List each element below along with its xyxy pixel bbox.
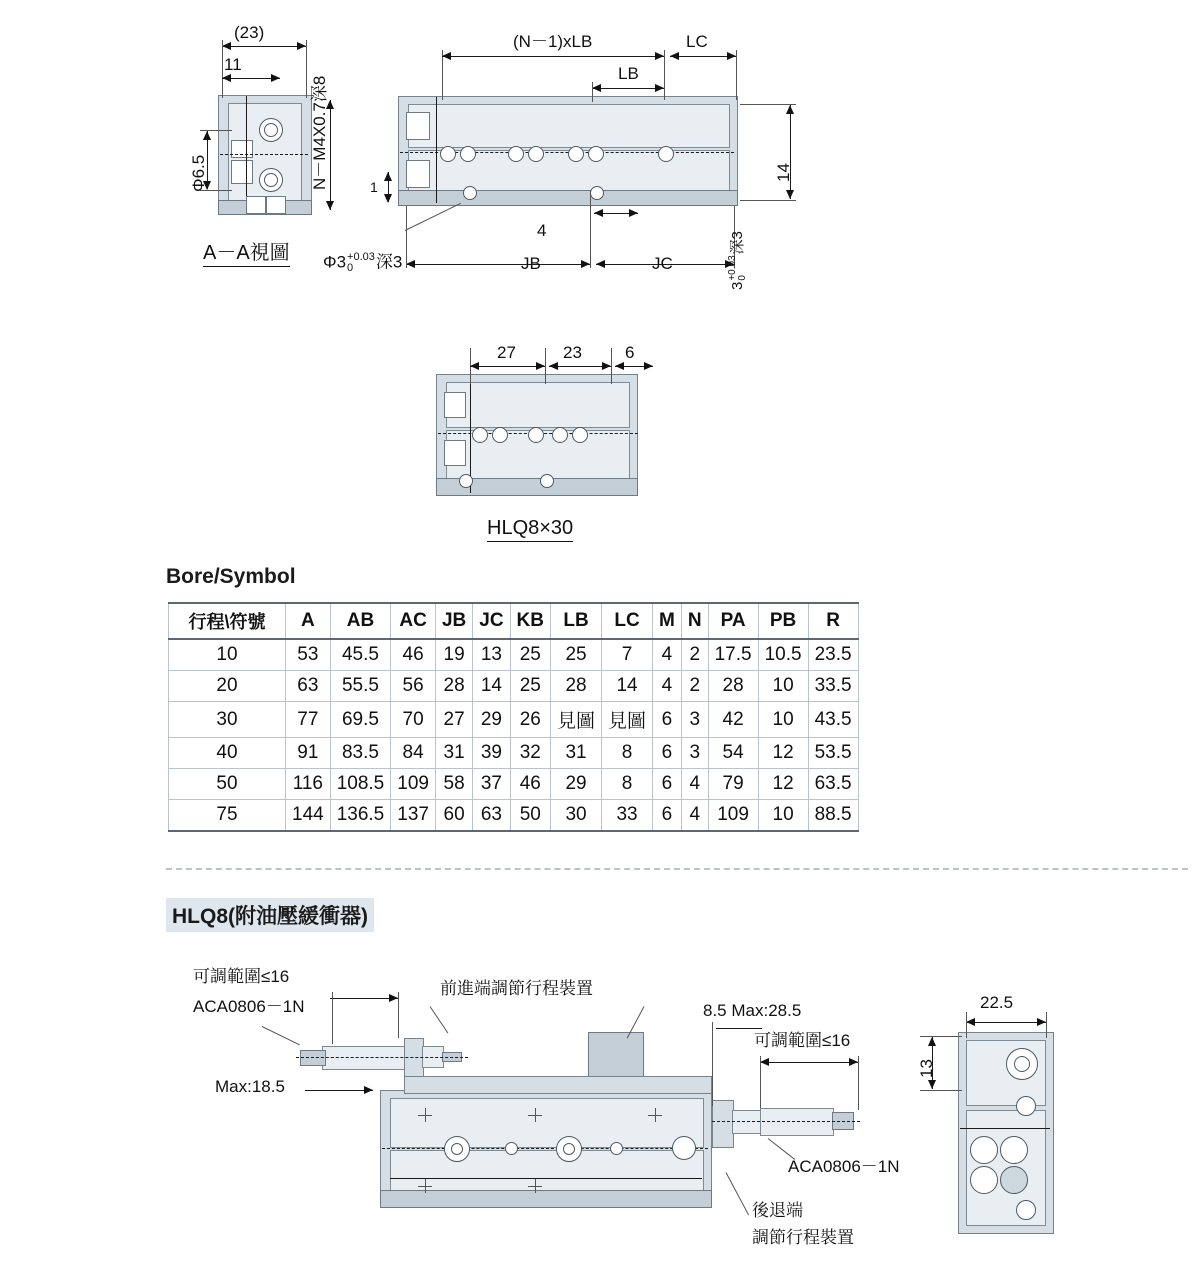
- spec-header-cell: LB: [551, 603, 602, 639]
- spec-header-cell: N: [681, 603, 708, 639]
- aa-lug-1: [246, 196, 266, 214]
- dim225-line: [966, 1022, 1046, 1023]
- dim23-arrow-l: [549, 362, 558, 370]
- dim13-ext-top: [920, 1036, 962, 1037]
- mid-top-plate: [446, 382, 630, 428]
- thread-arrow-d: [326, 201, 334, 210]
- label-jc: JC: [652, 254, 673, 273]
- spec-cell: 19: [435, 639, 472, 671]
- jb-ext-r: [590, 190, 591, 268]
- aa-centerline-h: [220, 154, 308, 155]
- spec-cell: 25: [510, 671, 550, 702]
- dim-23-ext-r: [306, 40, 307, 98]
- label-dim-13: 13: [917, 1059, 936, 1078]
- spec-cell: 25: [510, 639, 550, 671]
- spec-cell: 13: [473, 639, 510, 671]
- adj-left-ext-r: [398, 992, 399, 1038]
- end-view-hole-6: [970, 1166, 998, 1194]
- shock-hole-1-inner: [451, 1143, 463, 1155]
- mid-hole-3: [528, 427, 544, 443]
- spec-header-cell: JC: [473, 603, 510, 639]
- lc-arrow-l: [670, 52, 679, 60]
- spec-cell: 88.5: [808, 800, 858, 832]
- spec-cell: 58: [435, 769, 472, 800]
- spec-cell: 6: [653, 702, 682, 738]
- aa-rail-b: [231, 160, 253, 184]
- spec-cell: 23.5: [808, 639, 858, 671]
- thread-arrow-u: [326, 100, 334, 109]
- mid-hole-4: [552, 427, 568, 443]
- spec-cell: 10: [758, 671, 808, 702]
- mid-hole-1: [472, 427, 488, 443]
- spec-cell: 53.5: [808, 738, 858, 769]
- spec-cell: 46: [510, 769, 550, 800]
- label-dim-225: 22.5: [980, 993, 1014, 1012]
- spec-cell: 91: [286, 738, 331, 769]
- table-row: [169, 738, 859, 769]
- plan-pin-hole: [463, 186, 477, 200]
- dim6-arrow-r: [644, 362, 653, 370]
- dim27-line: [470, 366, 545, 367]
- plan-hole-5: [568, 146, 584, 162]
- dim225-ext-r: [1046, 1012, 1047, 1038]
- shock-hole-5: [505, 1142, 518, 1155]
- left-absorber-axis: [296, 1057, 468, 1058]
- dim225-arrow-l: [966, 1018, 975, 1026]
- lc-ext-r: [736, 50, 737, 100]
- dim-11-arrow-r: [271, 74, 280, 82]
- adj-left-arrow-r: [389, 994, 398, 1002]
- lb-arrow-l: [592, 84, 601, 92]
- caption-hlq8x30: HLQ8×30: [487, 518, 573, 539]
- spec-table-wrap: [168, 602, 859, 832]
- label-jb: JB: [521, 254, 541, 273]
- label-dim-23: 23: [563, 343, 582, 362]
- shock-upper-rail: [404, 1076, 712, 1094]
- jb-arrow-l: [406, 260, 415, 268]
- dim-23-arrow-r: [297, 42, 306, 50]
- jb-arrow-r: [581, 260, 590, 268]
- plan-base: [398, 190, 738, 206]
- spec-cell: 6: [653, 800, 682, 832]
- pin-hole-depth: 深3: [728, 231, 746, 255]
- lb-line: [592, 88, 664, 89]
- table-row: [169, 702, 859, 738]
- spec-header-cell: PB: [758, 603, 808, 639]
- nlb-line: [442, 56, 664, 57]
- dim14-line: [790, 105, 791, 199]
- spec-cell: 8: [602, 738, 653, 769]
- dim-23-line: [222, 46, 306, 47]
- table-row: [169, 800, 859, 832]
- label-rev-device-line2: 調節行程裝置: [752, 1228, 854, 1247]
- plan-hole-7: [658, 146, 674, 162]
- spec-cell: 25: [551, 639, 602, 671]
- spec-header-cell: JB: [435, 603, 472, 639]
- mid-port-1: [444, 392, 466, 418]
- shock-top-plate: [390, 1098, 704, 1148]
- spec-cell: 6: [653, 738, 682, 769]
- adj-left-line: [330, 998, 398, 999]
- spec-cell: 69.5: [330, 702, 391, 738]
- spec-cell: 45.5: [330, 639, 391, 671]
- label-dim-1: 1: [370, 179, 378, 195]
- aa-bore-bottom-inner: [264, 173, 278, 187]
- dim1-arrow-u: [384, 172, 392, 181]
- dim27-arrow-l: [470, 362, 479, 370]
- dim23-arrow-r: [602, 362, 611, 370]
- spec-cell: 70: [391, 702, 436, 738]
- spec-cell: 4: [681, 769, 708, 800]
- spec-cell: 4: [681, 800, 708, 832]
- spec-cell: 7: [602, 639, 653, 671]
- dim-23-ext-l: [222, 40, 223, 98]
- max-left-line: [305, 1090, 373, 1091]
- spec-header-cell: KB: [510, 603, 550, 639]
- spec-cell: 33.5: [808, 671, 858, 702]
- spec-cell: 39: [473, 738, 510, 769]
- shock-line-lower: [390, 1178, 702, 1179]
- mid-pin-1: [459, 474, 473, 488]
- spec-cell: 28: [551, 671, 602, 702]
- counterbore-sub: 0: [347, 262, 354, 274]
- spec-cell: 28: [708, 671, 758, 702]
- dim23-ext-r: [611, 348, 612, 384]
- counterbore-leader: [405, 203, 461, 231]
- spec-cell: 10: [758, 800, 808, 832]
- spec-cell: 40: [169, 738, 286, 769]
- end-view-hole-5: [1000, 1166, 1028, 1194]
- spec-table: [168, 602, 859, 832]
- spec-cell: 8: [602, 769, 653, 800]
- spec-cell: 10.5: [758, 639, 808, 671]
- label-dim-14: 14: [774, 163, 793, 182]
- label-lb: LB: [618, 64, 639, 83]
- counterbore-depth: 深3: [375, 252, 403, 272]
- dim4-arrow-r: [629, 209, 638, 217]
- plan-port-2: [406, 160, 430, 188]
- spec-cell: 77: [286, 702, 331, 738]
- mid-port-2: [444, 440, 466, 466]
- plan-port-1: [406, 112, 430, 140]
- spec-cell: 4: [653, 671, 682, 702]
- label-dim-11: 11: [224, 55, 242, 74]
- dim85-line: [716, 1028, 762, 1029]
- left-absorber-body: [322, 1046, 406, 1070]
- shock-hole-2-inner: [563, 1143, 575, 1155]
- aa-rail-a: [231, 140, 253, 158]
- fwd-device-leader-left: [430, 1006, 449, 1033]
- plan-div-1: [436, 97, 437, 203]
- cross-5-v: [535, 1179, 536, 1193]
- pin-hole-sup: +0.03: [727, 255, 738, 281]
- spec-cell: 136.5: [330, 800, 391, 832]
- spec-cell: 63: [473, 800, 510, 832]
- spec-cell: 20: [169, 671, 286, 702]
- cross-4-v: [425, 1179, 426, 1193]
- label-85-max285: 8.5 Max:28.5: [703, 1001, 802, 1020]
- spec-cell: 54: [708, 738, 758, 769]
- lb-ext-l: [592, 82, 593, 102]
- end-view-split: [960, 1128, 1050, 1129]
- cross-3-v: [655, 1108, 656, 1122]
- section-title-hlq8: HLQ8(附油壓緩衝器): [166, 898, 374, 932]
- spec-cell: 2: [681, 671, 708, 702]
- dim85-ext: [712, 1022, 713, 1106]
- spec-cell: 60: [435, 800, 472, 832]
- dim14-arrow-d: [786, 190, 794, 199]
- label-view-aa: A－A視圖: [203, 243, 290, 264]
- end-view-hole-3: [970, 1136, 998, 1164]
- dim13-ext-bot: [920, 1090, 962, 1091]
- label-adj-range-left: 可調範圍≤16: [193, 967, 290, 986]
- adj-right-arrow-r: [849, 1058, 858, 1066]
- plan-pin-hole-2: [590, 186, 604, 200]
- dim14-ext-bot: [740, 200, 796, 201]
- dia65-ext-bot: [200, 190, 232, 191]
- shock-bottom-plate: [390, 1150, 704, 1192]
- lc-arrow-r: [727, 52, 736, 60]
- dim-23-arrow-l: [222, 42, 231, 50]
- left-absorber-cap: [300, 1050, 326, 1066]
- spec-cell: 4: [653, 639, 682, 671]
- cross-1-v: [425, 1108, 426, 1122]
- jb-ext-l: [406, 206, 407, 268]
- spec-header-cell: R: [808, 603, 858, 639]
- dim14-arrow-u: [786, 105, 794, 114]
- mid-pin-2: [540, 474, 554, 488]
- spec-cell: 33: [602, 800, 653, 832]
- end-view-hole-1-inner: [1014, 1056, 1030, 1072]
- spec-cell: 83.5: [330, 738, 391, 769]
- dim225-arrow-r: [1037, 1018, 1046, 1026]
- shock-centerline: [382, 1148, 708, 1149]
- spec-cell: 3: [681, 702, 708, 738]
- part-right-leader: [768, 1138, 795, 1160]
- end-view-hole-2: [1016, 1096, 1036, 1116]
- spec-cell: 31: [435, 738, 472, 769]
- shock-hole-4: [610, 1142, 623, 1155]
- rev-device-leader: [726, 1172, 749, 1215]
- dim27-arrow-r: [536, 362, 545, 370]
- section-title-bore-symbol: Bore/Symbol: [166, 565, 296, 588]
- spec-cell: 29: [551, 769, 602, 800]
- dim27-ext-r: [545, 348, 546, 384]
- spec-cell: 75: [169, 800, 286, 832]
- label-pin-hole: 3 +0.03 0 深3: [727, 231, 748, 290]
- spec-cell: 見圖: [551, 702, 602, 738]
- dim-11-arrow-l: [222, 74, 231, 82]
- shock-hole-3: [672, 1136, 696, 1160]
- jc-arrow-l: [596, 260, 605, 268]
- label-max-left: Max:18.5: [215, 1077, 285, 1096]
- dim13-arrow-u: [928, 1037, 936, 1046]
- spec-cell: 53: [286, 639, 331, 671]
- spec-cell: 63: [286, 671, 331, 702]
- spec-cell: 50: [169, 769, 286, 800]
- plan-top-plate: [408, 104, 730, 148]
- table-row: [169, 639, 859, 671]
- spec-cell: 50: [510, 800, 550, 832]
- end-view-hole-7: [1016, 1200, 1036, 1220]
- spec-cell: 108.5: [330, 769, 391, 800]
- spec-header-cell: AB: [330, 603, 391, 639]
- dim225-ext-l: [966, 1012, 967, 1038]
- dia65-arrow-d: [203, 181, 211, 190]
- spec-cell: 2: [681, 639, 708, 671]
- label-counterbore: Φ3 +0.03 0 深3: [323, 251, 403, 274]
- plan-hole-6: [588, 146, 604, 162]
- adj-right-ext-r: [858, 1056, 859, 1110]
- right-absorber-body: [760, 1108, 834, 1136]
- right-absorber-nut: [712, 1100, 734, 1148]
- spec-cell: 37: [473, 769, 510, 800]
- lb-arrow-r: [655, 84, 664, 92]
- dim1-arrow-d: [384, 194, 392, 203]
- spec-cell: 14: [602, 671, 653, 702]
- shock-base: [380, 1190, 712, 1208]
- nlb-ext-r: [664, 50, 665, 100]
- jb-line: [406, 264, 590, 265]
- spec-cell: 56: [391, 671, 436, 702]
- spec-header-cell: AC: [391, 603, 436, 639]
- label-part-left: ACA0806－1N: [193, 997, 305, 1016]
- nlb-arrow-r: [655, 52, 664, 60]
- counterbore-sup: +0.03: [347, 251, 375, 263]
- mid-hole-2: [492, 427, 508, 443]
- spec-header-cell: LC: [602, 603, 653, 639]
- plan-hole-4: [528, 146, 544, 162]
- spec-cell: 26: [510, 702, 550, 738]
- cross-2-v: [535, 1108, 536, 1122]
- right-absorber-collar: [732, 1110, 762, 1134]
- label-dia-6-5: Φ6.5: [189, 154, 208, 192]
- spec-cell: 見圖: [602, 702, 653, 738]
- spec-table-header-row: [169, 603, 859, 639]
- dim4-arrow-l: [594, 209, 603, 217]
- spec-header-cell: 行程\符號: [169, 603, 286, 639]
- label-lc: LC: [686, 32, 708, 51]
- plan-hole-2: [460, 146, 476, 162]
- aa-lug-2: [266, 196, 286, 214]
- spec-cell: 30: [169, 702, 286, 738]
- spec-cell: 116: [286, 769, 331, 800]
- label-thread: N－M4X0.7深8: [310, 75, 329, 190]
- spec-cell: 12: [758, 769, 808, 800]
- label-fwd-device: 前進端調節行程裝置: [440, 979, 593, 998]
- spec-header-cell: A: [286, 603, 331, 639]
- spec-cell: 27: [435, 702, 472, 738]
- label-dim-27: 27: [497, 343, 516, 362]
- label-dim-4: 4: [537, 221, 547, 240]
- adj-right-arrow-l: [760, 1058, 769, 1066]
- spec-cell: 137: [391, 800, 436, 832]
- spec-cell: 55.5: [330, 671, 391, 702]
- spec-cell: 12: [758, 738, 808, 769]
- end-view-hole-4: [1000, 1136, 1028, 1164]
- thread-dim-line: [330, 100, 331, 210]
- spec-cell: 109: [708, 800, 758, 832]
- left-absorber-nut: [404, 1038, 424, 1078]
- dim6-arrow-l: [615, 362, 624, 370]
- label-dim-6: 6: [625, 343, 635, 362]
- spec-cell: 144: [286, 800, 331, 832]
- nlb-arrow-l: [442, 52, 451, 60]
- spec-cell: 31: [551, 738, 602, 769]
- table-row: [169, 671, 859, 702]
- aa-bore-top-inner: [264, 123, 278, 137]
- spec-cell: 46: [391, 639, 436, 671]
- spec-cell: 10: [758, 702, 808, 738]
- dia65-arrow-u: [203, 131, 211, 140]
- part-left-leader: [262, 1026, 300, 1045]
- label-part-right: ACA0806－1N: [788, 1157, 900, 1176]
- spec-cell: 109: [391, 769, 436, 800]
- spec-cell: 29: [473, 702, 510, 738]
- spec-cell: 28: [435, 671, 472, 702]
- spec-header-cell: PA: [708, 603, 758, 639]
- spec-cell: 63.5: [808, 769, 858, 800]
- label-adj-range-right: 可調範圍≤16: [754, 1031, 851, 1050]
- spec-cell: 14: [473, 671, 510, 702]
- spec-cell: 3: [681, 738, 708, 769]
- right-absorber-axis: [712, 1121, 860, 1122]
- pin-hole-sub: 0: [737, 275, 748, 281]
- spec-cell: 43.5: [808, 702, 858, 738]
- spec-cell: 10: [169, 639, 286, 671]
- adj-right-line: [760, 1062, 858, 1063]
- dim13-arrow-d: [928, 1080, 936, 1089]
- spec-cell: 6: [653, 769, 682, 800]
- label-rev-device-line1: 後退端: [752, 1201, 803, 1220]
- spec-cell: 42: [708, 702, 758, 738]
- spec-cell: 30: [551, 800, 602, 832]
- adj-right-ext-l: [760, 1056, 761, 1108]
- spec-cell: 17.5: [708, 639, 758, 671]
- spec-cell: 32: [510, 738, 550, 769]
- max-left-arrow: [364, 1086, 373, 1094]
- table-row: [169, 769, 859, 800]
- section-divider: [166, 868, 1188, 870]
- spec-header-cell: M: [653, 603, 682, 639]
- spec-cell: 79: [708, 769, 758, 800]
- spec-cell: 84: [391, 738, 436, 769]
- label-n1-lb: (N－1)xLB: [513, 32, 593, 51]
- plan-hole-3: [508, 146, 524, 162]
- adj-left-ext-l: [332, 992, 333, 1044]
- plan-hole-1: [440, 146, 456, 162]
- mid-hole-5: [572, 427, 588, 443]
- label-paren-23: (23): [234, 23, 265, 42]
